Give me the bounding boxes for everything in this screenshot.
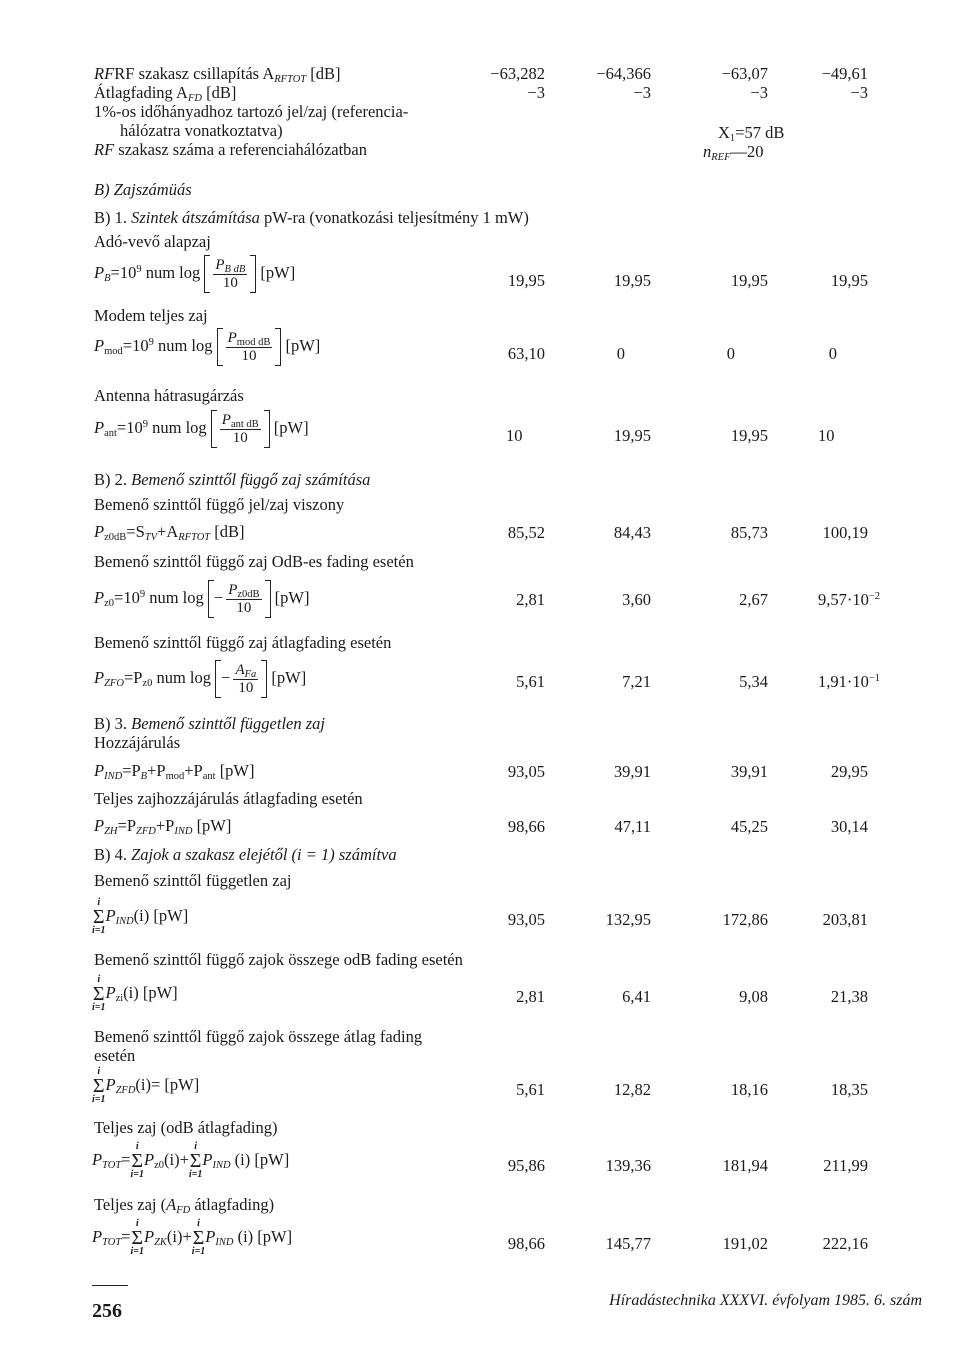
tot1-val-1: 95,86: [507, 1156, 545, 1175]
sum3-val-2: 12,82: [613, 1080, 651, 1099]
tot1-arg2: (i): [234, 1149, 251, 1169]
pant-bracket-right: [264, 410, 270, 448]
sum2-p: P: [105, 982, 116, 1002]
pmod-val-4: 0: [828, 344, 837, 363]
formula-sum2: [92, 975, 178, 1013]
tot1-top-a: i: [135, 1141, 139, 1152]
formula-pmod: [94, 328, 320, 366]
sum3-unit: = [pW]: [151, 1074, 200, 1094]
b2-sub3: Bemenő szinttől függő zaj átlagfading esetén: [94, 633, 392, 652]
tot2-top-b: i: [197, 1218, 200, 1229]
formula-pzfo: [94, 660, 306, 698]
nref-value: [703, 142, 764, 163]
x1-rest: =57 dB: [735, 123, 785, 142]
row2-val-1: −3: [527, 83, 545, 102]
pz0-p: P: [94, 587, 105, 607]
sum1-val-1: 93,05: [507, 910, 545, 929]
pzfo-minus: −: [221, 667, 231, 687]
pb-fraction: [213, 257, 247, 292]
pzfo-val-2: 7,21: [622, 672, 651, 691]
pzfo-z0: z0: [142, 677, 153, 689]
b4-sub4: Teljes zaj (odB átlagfading): [94, 1118, 278, 1137]
pz0db-unit: [dB]: [210, 522, 245, 541]
pb-bracket-right: [250, 255, 256, 293]
tot1-ind: IND: [212, 1159, 231, 1171]
pzh-plus: +P: [155, 816, 175, 835]
tot1-p3: P: [202, 1149, 213, 1169]
pmod-exp: 9: [148, 336, 154, 348]
pind-b: B: [140, 771, 148, 782]
pmod-num-p: P: [227, 329, 237, 346]
b3-sub2: Teljes zajhozzájárulás átlagfading esetén: [94, 789, 363, 808]
b4-sub3a: Bemenő szinttől függő zajok összege átlag fading: [94, 1027, 423, 1046]
pzh-ind: IND: [174, 826, 193, 837]
pzfo-frac-num: [233, 662, 258, 680]
pmod-num-sub: mod dB: [236, 336, 271, 348]
pzh-val-3: 45,25: [730, 817, 768, 836]
tot1-p: P: [92, 1149, 103, 1169]
formula-pz0: [94, 580, 309, 618]
pz0db-val-3: 85,73: [730, 523, 768, 542]
sum2-sym: Σ: [92, 983, 105, 1005]
sum1-unit: [pW]: [153, 905, 189, 925]
pant-num-p: P: [221, 411, 231, 428]
row-avg-fading-label: [94, 83, 237, 104]
pzfo-sub: ZFO: [104, 677, 124, 689]
pant-unit: [pW]: [273, 417, 309, 437]
row2-val-2: −3: [633, 83, 651, 102]
tot1-sym-b: Σ: [189, 1150, 202, 1172]
pzfo-fraction: [233, 662, 258, 697]
tot2-sym-b: Σ: [192, 1227, 205, 1249]
sum3-val-3: 18,16: [730, 1080, 768, 1099]
pz0-minus: −: [213, 587, 224, 607]
pmod-p: P: [94, 335, 105, 355]
b3-prefix: B) 3.: [94, 714, 132, 733]
sum1-p: P: [105, 905, 116, 925]
pant-bracket-left: [211, 410, 217, 448]
pz0-numlog: num log: [145, 587, 204, 607]
pant-exp: 9: [142, 418, 148, 430]
pmod-val-2: 0: [616, 344, 625, 363]
pb-val-2: 19,95: [613, 271, 651, 290]
row5-rf: RF: [94, 140, 115, 159]
tot2-sigma-b: [192, 1219, 205, 1257]
pb-bracket-left: [204, 255, 210, 293]
tot1-p2: P: [143, 1149, 155, 1169]
tot2-unit: [pW]: [257, 1226, 293, 1246]
pzfo-eq: =P: [123, 667, 143, 687]
row2-sub: FD: [187, 93, 202, 104]
pz0db-a-sub: RFTOT: [178, 532, 211, 543]
tot2-p2: P: [143, 1226, 155, 1246]
pzh-val-2: 47,11: [614, 817, 651, 836]
b2-sub1: Bemenő szinttől függő jel/zaj viszony: [94, 495, 345, 514]
pz0db-stv-sub: TV: [144, 532, 158, 543]
b1-sub1: Adó-vevő alapzaj: [94, 232, 211, 251]
pmod-val-3: 0: [726, 344, 735, 363]
tot1-sigma-b: [189, 1142, 202, 1180]
pzfo-val-4: [818, 673, 880, 690]
row1-val-4: −49,61: [821, 64, 868, 83]
pant-numlog: num log: [147, 417, 207, 437]
pz0db-p: P: [94, 522, 105, 541]
pant-fraction: [220, 412, 261, 447]
nref-rest: —20: [730, 142, 764, 161]
sum2-val-3: 9,08: [739, 987, 768, 1006]
pz0-unit: [pW]: [274, 587, 310, 607]
pant-val-4: 10: [818, 426, 835, 445]
tot2-ind: IND: [215, 1236, 234, 1248]
tot1-sigma-a: [130, 1142, 143, 1180]
sum3-p: P: [105, 1074, 116, 1094]
pzh-unit: [pW]: [196, 816, 232, 835]
formula-pzh: [94, 816, 231, 836]
formula-tot2: $P_{TOT}=$ i Σ i=1 $P_{ZK}(i)+$ i Σ i=1 $P_{IND}$ (i) [pW]: [92, 1218, 293, 1257]
pmod-bracket-right: [275, 328, 281, 366]
pz0-num-p: P: [228, 581, 238, 598]
pz0-fraction: [226, 582, 261, 617]
pant-frac-num: [220, 412, 261, 430]
sum1-val-4: 203,81: [822, 910, 868, 929]
sum2-sigma: [92, 975, 105, 1013]
pb-frac-den: 10: [222, 274, 238, 291]
pind-plus2: +P: [184, 761, 203, 780]
tot1-sym-a: Σ: [131, 1150, 144, 1172]
pz0-val-4-mant: 9,57·10: [818, 590, 869, 609]
row1-sub: RFTOT: [274, 74, 307, 85]
tot2-zk: ZK: [154, 1236, 167, 1248]
sum3-top: i: [97, 1066, 101, 1077]
row3-label: 1%-os időhányadhoz tartozó jel/zaj (referencia-: [94, 102, 409, 121]
pz0db-sub: z0dB: [104, 532, 127, 543]
b4-sub5b: átlagfading): [190, 1195, 275, 1214]
pant-val-1: 10: [506, 426, 523, 445]
b2-prefix: B) 2.: [94, 470, 132, 489]
tot1-unit: [pW]: [254, 1149, 290, 1169]
b2-sub2: Bemenő szinttől függő zaj OdB-es fading esetén: [94, 552, 414, 571]
row-rf-attenuation-label: [94, 64, 341, 85]
b4-sub5: [94, 1195, 275, 1216]
pb-val-3: 19,95: [730, 271, 768, 290]
formula-pz0db: [94, 522, 245, 542]
b2-title: Bemenő szinttől függő zaj számítása: [131, 470, 371, 489]
b1-prefix: B) 1.: [94, 208, 132, 227]
pb-exp: 9: [136, 263, 142, 275]
tot1-z0: z0: [154, 1159, 164, 1171]
pmod-bracket-left: [217, 328, 223, 366]
pant-val-2: 19,95: [613, 426, 651, 445]
pb-frac-num: [213, 257, 247, 275]
row1-val-3: −63,07: [721, 64, 768, 83]
rf-label: RF: [94, 64, 115, 83]
pant-num-sub: ant dB: [230, 418, 259, 430]
tot2-val-3: 191,02: [722, 1234, 768, 1253]
sum1-bot: i=1: [92, 925, 106, 936]
sum1-sub: IND: [115, 915, 134, 927]
sum1-val-2: 132,95: [605, 910, 651, 929]
b4-heading: [94, 846, 397, 863]
tot2-bot-a: i=1: [130, 1246, 144, 1257]
tot1-val-2: 139,36: [605, 1156, 651, 1175]
row4-label: hálózatra vonatkoztatva): [120, 121, 283, 140]
formula-pind: [94, 761, 255, 781]
nref-sub: REF: [711, 152, 731, 163]
tot2-top-a: i: [135, 1218, 139, 1229]
b4-sub5a: Teljes zaj (: [94, 1195, 167, 1214]
section-b-title: B) Zajszámüás: [94, 180, 192, 199]
tot2-p: P: [92, 1226, 103, 1246]
sum2-val-1: 2,81: [516, 987, 545, 1006]
x1-sub: 1: [729, 133, 736, 144]
pb-sub: B: [104, 272, 111, 284]
tot1-bot-b: i=1: [188, 1169, 203, 1180]
pmod-val-1: 63,10: [507, 344, 545, 363]
sum3-val-4: 18,35: [830, 1080, 868, 1099]
formula-pant: [94, 410, 309, 448]
tot2-p3: P: [205, 1226, 216, 1246]
tot1-bot-a: i=1: [130, 1169, 144, 1180]
pind-p: P: [94, 761, 105, 780]
sum2-arg: (i): [123, 982, 139, 1002]
tot2-sym-a: Σ: [131, 1227, 144, 1249]
pind-mod: mod: [165, 771, 185, 782]
pind-sub: IND: [104, 771, 123, 782]
pb-numlog: num log: [141, 262, 201, 282]
sum3-sigma: [92, 1067, 105, 1105]
formula-pb: [94, 255, 295, 293]
pmod-fraction: [226, 330, 273, 365]
pz0db-val-4: 100,19: [822, 523, 868, 542]
pant-sub: ant: [104, 427, 117, 439]
pz0-val-4-exp: −2: [868, 591, 881, 602]
pzfo-unit: [pW]: [271, 667, 307, 687]
pz0db-plus-a: +A: [157, 522, 179, 541]
b3-sub1: Hozzájárulás: [94, 733, 181, 752]
pmod-unit: [pW]: [285, 335, 321, 355]
pant-frac-den: 10: [232, 429, 248, 446]
pb-num-sub: B dB: [224, 263, 246, 275]
tot2-bot-b: i=1: [191, 1246, 206, 1257]
pind-eq: =P: [122, 761, 141, 780]
sum3-sym: Σ: [92, 1075, 105, 1097]
sum2-top: i: [97, 974, 101, 985]
pmod-eq: =10: [122, 335, 149, 355]
formula-sum1: [92, 898, 188, 936]
pzh-p: P: [94, 816, 105, 835]
sum3-bot: i=1: [92, 1094, 106, 1105]
pz0-exp: 9: [139, 588, 146, 600]
b1-rest: pW-ra (vonatkozási teljesítmény 1 mW): [259, 208, 529, 227]
row2-unit: [dB]: [201, 83, 237, 102]
pz0db-val-2: 84,43: [613, 523, 651, 542]
pz0-val-2: 3,60: [622, 590, 651, 609]
row1-label: RF szakasz csillapítás A: [114, 64, 275, 83]
tot2-val-4: 222,16: [822, 1234, 868, 1253]
row1-unit: [dB]: [306, 64, 341, 83]
row2-label: Átlagfading A: [94, 83, 188, 102]
pb-unit: [pW]: [260, 262, 296, 282]
row2-val-4: −3: [850, 83, 868, 102]
pb-eq: =10: [110, 262, 137, 282]
b4-sub1: Bemenő szinttől független zaj: [94, 871, 292, 890]
pzfo-p: P: [94, 667, 105, 687]
pind-val-2: 39,91: [613, 762, 651, 781]
pzh-val-1: 98,66: [507, 817, 545, 836]
pind-val-1: 93,05: [507, 762, 545, 781]
b4-title: Zajok a szakasz elejétől (i = 1) számítva: [131, 845, 397, 864]
tot1-val-3: 181,94: [722, 1156, 768, 1175]
pmod-frac-den: 10: [241, 347, 257, 364]
pz0-eq: =10: [114, 587, 140, 607]
b4-sub3b: esetén: [94, 1046, 136, 1065]
tot2-sigma-a: [130, 1219, 143, 1257]
pzh-zfd: ZFD: [136, 826, 156, 837]
row5-text: szakasz száma a referenciahálózatban: [114, 140, 368, 159]
sum2-bot: i=1: [92, 1002, 106, 1013]
sum1-val-3: 172,86: [722, 910, 768, 929]
nref-n: n: [703, 142, 712, 161]
b4-prefix: B) 4.: [94, 845, 132, 864]
b4-sub5-fd: FD: [176, 1205, 191, 1216]
sum1-top: i: [97, 897, 101, 908]
sum2-sub: zi: [115, 992, 124, 1004]
pind-ant: ant: [202, 771, 216, 782]
pzfo-val-4-mant: 1,91·10: [818, 672, 869, 691]
tot1-arg1: (i): [163, 1149, 180, 1169]
row1-val-1: −63,282: [490, 64, 545, 83]
tot1-top-b: i: [194, 1141, 197, 1152]
tot2-arg2: (i): [237, 1226, 254, 1246]
pzfo-num-a: A: [235, 661, 245, 678]
tot2-arg1: (i): [166, 1226, 183, 1246]
pz0-frac-den: 10: [236, 599, 252, 616]
pb-val-1: 19,95: [507, 271, 545, 290]
pzh-eq: =P: [117, 816, 137, 835]
pzfo-val-4-exp: −1: [868, 673, 881, 684]
pb-num-p: P: [215, 256, 225, 273]
pzfo-numlog: num log: [152, 667, 212, 687]
pmod-sub: mod: [104, 345, 123, 357]
pz0-val-4: [818, 591, 880, 608]
pz0db-stv: =S: [126, 522, 145, 541]
b1-sub3: Antenna hátrasugárzás: [94, 386, 244, 405]
b4-sub5-a: A: [166, 1195, 177, 1214]
row2-val-3: −3: [750, 83, 768, 102]
pb-val-4: 19,95: [830, 271, 868, 290]
tot2-val-1: 98,66: [507, 1234, 545, 1253]
pz0-frac-num: [226, 582, 261, 600]
formula-sum3: [92, 1067, 199, 1105]
pant-p: P: [94, 417, 105, 437]
pzfo-val-1: 5,61: [516, 672, 545, 691]
sum1-sym: Σ: [92, 906, 105, 928]
sum3-val-1: 5,61: [516, 1080, 545, 1099]
x1-value: [718, 123, 785, 144]
pz0-val-3: 2,67: [739, 590, 768, 609]
pind-unit: [pW]: [219, 761, 255, 780]
tot1-sub: TOT: [102, 1159, 122, 1171]
pzfo-val-3: 5,34: [739, 672, 768, 691]
tot2-sub: TOT: [102, 1236, 122, 1248]
x1-x: X: [718, 123, 730, 142]
formula-tot1: $P_{TOT}=$ i Σ i=1 $P_{z0}(i)+$ i Σ i=1 $P_{IND}$ (i) [pW]: [92, 1141, 290, 1180]
sum2-val-2: 6,41: [622, 987, 651, 1006]
pzh-val-4: 30,14: [830, 817, 868, 836]
sum2-val-4: 21,38: [830, 987, 868, 1006]
sum2-unit: [pW]: [142, 982, 178, 1002]
pzh-sub: ZH: [104, 826, 118, 837]
sum3-sub: ZFD: [115, 1084, 136, 1096]
pant-eq: =10: [116, 417, 143, 437]
pz0-num-sub: z0dB: [237, 588, 260, 600]
row5-label: [94, 141, 367, 158]
pind-val-4: 29,95: [830, 762, 868, 781]
pb-p: P: [94, 262, 105, 282]
pz0-bracket-right: [265, 580, 271, 618]
sum1-sigma: [92, 898, 105, 936]
journal-footer: Híradástechnika XXXVI. évfolyam 1985. 6. szám: [609, 1292, 922, 1309]
tot2-val-2: 145,77: [605, 1234, 651, 1253]
row1-val-2: −64,366: [596, 64, 651, 83]
pind-val-3: 39,91: [730, 762, 768, 781]
b3-title: Bemenő szinttől független zaj: [131, 714, 325, 733]
b4-sub2: Bemenő szinttől függő zajok összege odB fading esetén: [94, 950, 463, 969]
pzfo-bracket-right: [261, 660, 267, 698]
b1-sub2: Modem teljes zaj: [94, 306, 208, 325]
pzfo-frac-den: 10: [238, 679, 254, 696]
pz0-val-1: 2,81: [516, 590, 545, 609]
pant-val-3: 19,95: [730, 426, 768, 445]
sum3-arg: (i): [135, 1074, 151, 1094]
b1-heading: [94, 209, 529, 226]
footer-rule: [92, 1285, 128, 1286]
pz0-sub: z0: [104, 597, 115, 609]
pmod-frac-num: [226, 330, 273, 348]
tot1-val-4: 211,99: [823, 1156, 868, 1175]
b1-title: Szintek átszámítása: [131, 208, 260, 227]
pz0db-val-1: 85,52: [507, 523, 545, 542]
b3-heading: [94, 715, 325, 732]
pind-plus1: +P: [147, 761, 166, 780]
page-number: 256: [92, 1300, 122, 1322]
b2-heading: [94, 471, 370, 488]
sum1-arg: (i): [133, 905, 150, 925]
pzfo-num-sub: Fa: [244, 668, 257, 680]
pmod-numlog: num log: [153, 335, 213, 355]
